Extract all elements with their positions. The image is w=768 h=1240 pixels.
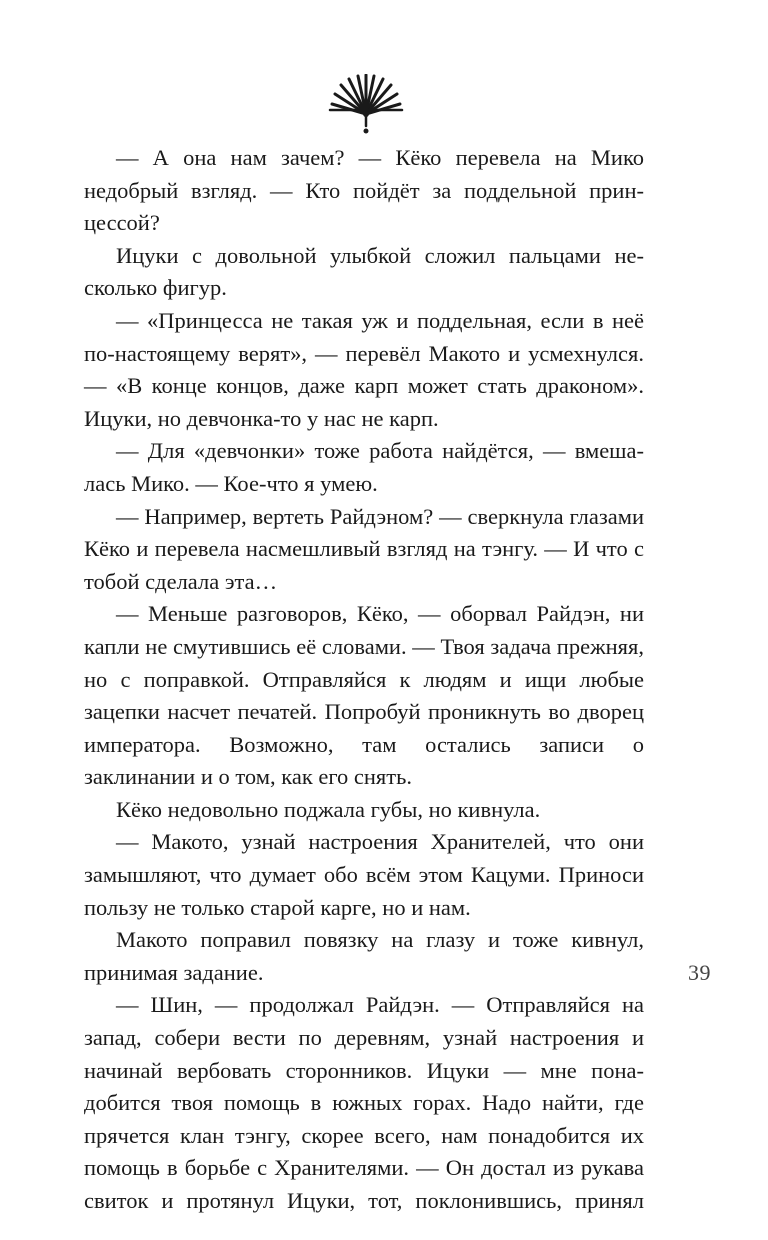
paragraph: — Макото, узнай настроения Хранителей, что они замышляют, что думает обо всём этом Кацуми. Приноси пользу не только старой карге, но и нам. [84, 829, 644, 920]
paragraph: — Для «девчонки» тоже работа найдётся, — вмешалась Мико. — Кое-что я умею. [84, 438, 644, 496]
text-block [84, 142, 644, 1218]
paragraph: Ицуки с довольной улыбкой сложил пальцами несколько фигур. [84, 242, 644, 301]
paragraph: — «Принцесса не такая уж и поддельная, если в неё по-настоящему верят», — перевёл Макото и усмехнулся. — «В конце концов, даже карп может стать драконом». Ицуки, но девчонка-то у нас не карп. [84, 307, 644, 431]
page-number: 39 [688, 960, 711, 985]
paragraph: Макото поправил повязку на глазу и тоже кивнул, принимая задание. [84, 927, 644, 985]
paragraph: Кёко недовольно поджала губы, но кивнула. [116, 796, 541, 822]
paragraph: — Меньше разговоров, Кёко, — оборвал Райдэн, ни капли не смутившись её словами. — Твоя задача прежняя, но с поправкой. Отправляйся к людям и ищи любые зацепки насчет печатей. Попробуй проникнуть во дворец императора. Возможно, там остались записи о заклинании и о том, как его снять. [84, 601, 644, 790]
fan-ornament-icon [326, 74, 406, 136]
paragraph: — А она нам зачем? — Кёко перевела на Мико недобрый взгляд. — Кто пойдёт за поддельной принцессой? [84, 145, 644, 236]
paragraph: — Шин, — продолжал Райдэн. — Отправляйся на запад, собери вести по деревням, узнай настроения и начинай вербовать сторонников. Ицуки — мне понадобится твоя помощь в южных горах. Надо найти, где прячется клан тэнгу, скорее всего, нам понадобится их помощь в борьбе с Хранителями. — Он достал из рукава свиток и протянул Ицуки, тот, поклонившись, принял [84, 992, 644, 1213]
paragraph: — Например, вертеть Райдэном? — сверкнула глазами Кёко и перевела насмешливый взгляд на тэнгу. — И что с тобой сделала эта… [84, 503, 644, 594]
